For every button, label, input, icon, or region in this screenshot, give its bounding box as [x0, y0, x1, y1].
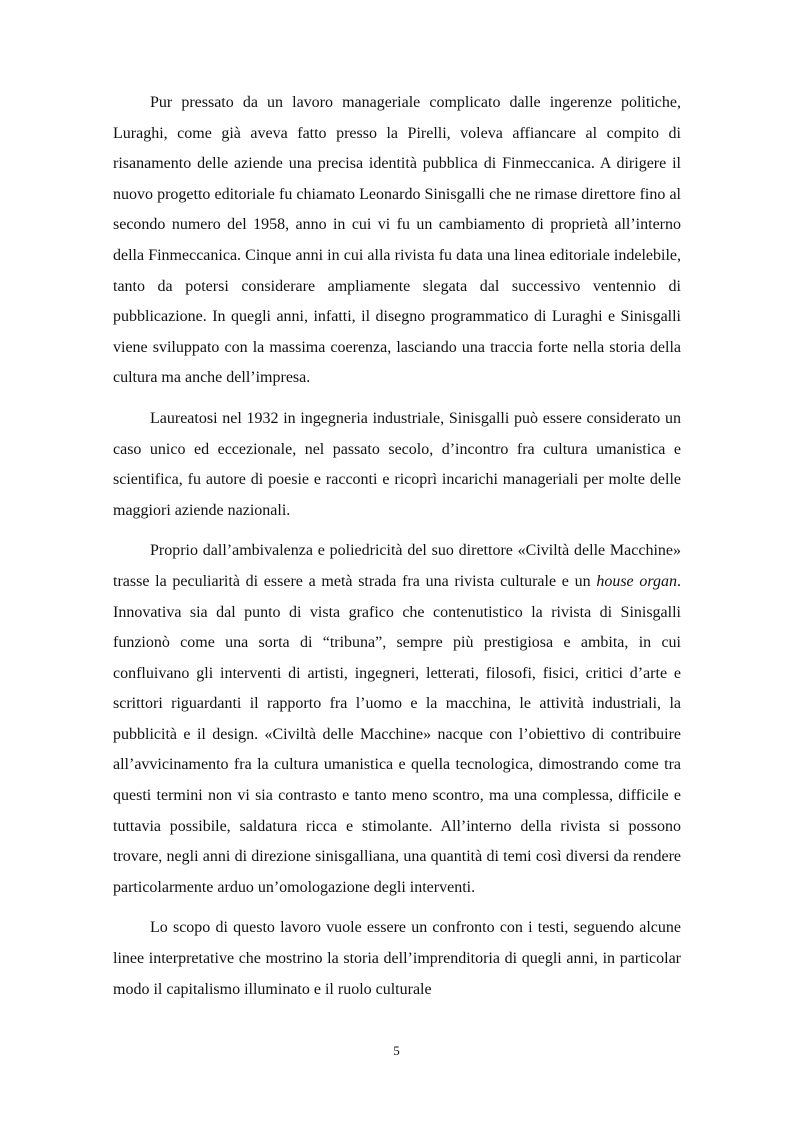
page-number: 5 [393, 1043, 400, 1058]
body-text [113, 88, 681, 1015]
paragraph-3-part-2: . Innovativa sia dal punto di vista grafico che contenutistico la rivista di Sinisgalli funzionò come una sorta di “tribuna”, sempre più prestigiosa e ambita, in cui confluivano gli interventi di artisti, ingegneri, letterati, filosofi, fisici, critici d’arte e scrittori riguardanti il rapporto fra l’uomo e la macchina, le attività industriali, la pubblicità e il design. «Civiltà delle Macchine» nacque con l’obiettivo di contribuire all’avvicinamento fra la cultura umanistica e quella tecnologica, dimostrando come tra questi termini non vi sia contrasto e tanto meno scontro, ma una complessa, difficile e tuttavia possibile, saldatura ricca e stimolante. All’interno della rivista si possono trovare, negli anni di direzione sinisgalliana, una quantità di temi così diversi da rendere particolarmente arduo un’omologazione degli interventi. [113, 572, 682, 896]
paragraph-3 [113, 536, 681, 903]
paragraph-1: Pur pressato da un lavoro manageriale complicato dalle ingerenze politiche, Luraghi, come già aveva fatto presso la Pirelli, voleva affiancare al compito di risanamento delle aziende una precisa identità pubblica di Finmeccanica. A dirigere il nuovo progetto editoriale fu chiamato Leonardo Sinisgalli che ne rimase direttore fino al secondo numero del 1958, anno in cui vi fu un cambiamento di proprietà all’interno della Finmeccanica. Cinque anni in cui alla rivista fu data una linea editoriale indelebile, tanto da potersi considerare ampliamente slegata dal successivo ventennio di pubblicazione. In quegli anni, infatti, il disegno programmatico di Luraghi e Sinisgalli viene sviluppato con la massima coerenza, lasciando una traccia forte nella storia della cultura ma anche dell’impresa. [113, 94, 681, 387]
italic-term: house organ [596, 572, 678, 590]
paragraph-4: Lo scopo di questo lavoro vuole essere un confronto con i testi, seguendo alcune linee interpretative che mostrino la storia dell’imprenditoria di quegli anni, in particolar modo il capitalismo illuminato e il ruolo culturale [113, 919, 681, 998]
paragraph-3-part-1: Proprio dall’ambivalenza e poliedricità del suo direttore «Civiltà delle Macchine» trasse la peculiarità di essere a metà strada fra una rivista culturale e un [113, 542, 681, 590]
paragraph-2: Laureatosi nel 1932 in ingegneria industriale, Sinisgalli può essere considerato un caso unico ed eccezionale, nel passato secolo, d’incontro fra cultura umanistica e scientifica, fu autore di poesie e racconti e ricoprì incarichi manageriali per molte delle maggiori aziende nazionali. [113, 409, 681, 519]
